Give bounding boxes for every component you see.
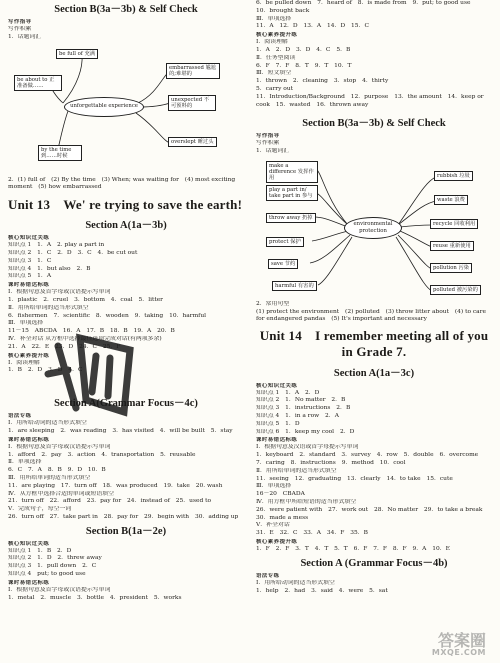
answer-line: 1．A 2．D 3．D 4．C 5．B bbox=[256, 47, 351, 54]
topic-vocab-label: 1．话题词汇 bbox=[256, 148, 290, 155]
answer-list bbox=[8, 541, 244, 603]
section-heading: Section A (Grammar Focus－4b) bbox=[300, 557, 448, 569]
answer-line: 1．keyboard 2．standard 3．survey 4．row 5．double 6．overcome bbox=[256, 452, 479, 459]
answer-line: 1．plastic 2．cruel 3．bottom 4．coal 5．litter bbox=[8, 297, 164, 304]
answer-line: 30．made a mess bbox=[256, 514, 309, 521]
node-overslept: overslept 睡过头 bbox=[168, 137, 217, 147]
answer-line: 核心知识过关练 bbox=[256, 382, 298, 389]
answer-line: Ⅰ．根据句意及首字母或汉语提示写单词 bbox=[8, 586, 111, 593]
answer-list bbox=[256, 0, 492, 109]
answer-line: Ⅱ．单项选择 bbox=[8, 459, 42, 466]
section-heading: Section A(1a－3b) bbox=[85, 220, 167, 232]
answer-line: Ⅰ．根据句意及首字母或汉语提示写单词 bbox=[8, 443, 111, 450]
answer-line: 知识点 3 1．instructions 2．B bbox=[256, 405, 351, 412]
section-heading: Section B(3a－3b) & Self Check bbox=[302, 118, 446, 130]
answer-line: 6．F 7．F 8．T 9．T 10．T bbox=[256, 62, 352, 69]
writing-answers: 2．(1) full of (2) By the time (3) When; was waiting for (4) most exciting moment (5) how embarrassed bbox=[8, 176, 236, 191]
answer-line: 知识点 3 1．pull down 2．C bbox=[8, 563, 97, 570]
watermark-text: 答案圈 bbox=[437, 631, 486, 650]
answer-line: 21．turn off 22．afford 23．pay for 24．instead of 25．used to bbox=[8, 498, 212, 505]
answer-line: 语法专练 bbox=[256, 572, 280, 579]
answer-line: 1．F 2．F 3．T 4．T 5．T 6．F 7．F 8．F 9．A 10．E bbox=[256, 545, 450, 552]
answer-line: 知识点 1 1．A 2. play a part in bbox=[8, 242, 105, 249]
answer-line: 课时易错达标练 bbox=[8, 436, 50, 443]
answer-line: 1．are sleeping 2．was reading 3．has visited 4．will be built 5．stay bbox=[8, 427, 233, 434]
section-heading: Section A(1a－3c) bbox=[333, 367, 415, 379]
mind-map-environment bbox=[256, 159, 492, 297]
answer-line: 1．help 2．had 3．said 4．were 5．sat bbox=[256, 587, 388, 594]
answer-line: 知识点 4 put; to good use bbox=[8, 571, 86, 578]
answer-line: 26．turn off 27．take part in 28．pay for 29．begin with 30．adding up bbox=[8, 513, 239, 520]
answer-line: Ⅲ．单项选择 bbox=[256, 15, 292, 22]
node-throw-away: throw away 扔掉 bbox=[266, 213, 316, 223]
node-waste: waste 浪费 bbox=[434, 195, 468, 205]
answer-line: 课时易错达标练 bbox=[256, 437, 298, 444]
node-make-a-difference: make a difference 发挥作用 bbox=[266, 161, 318, 183]
answer-line: 知识点 3 1．C bbox=[8, 257, 52, 264]
answer-line: Ⅳ．补全对话 从方框中选择最佳选项完成对话(有两项多余) bbox=[8, 335, 162, 342]
section-heading: Section B(3a－3b) & Self Check bbox=[54, 4, 198, 15]
watermark-url: MXQE.COM bbox=[431, 648, 486, 657]
node-save: save 节约 bbox=[268, 259, 298, 269]
node-be-about-to: be about to 正准备做…… bbox=[14, 75, 62, 91]
answer-line: Ⅱ．用所给单词的适当形式填空 bbox=[256, 467, 337, 474]
answer-line: 知识点 5 1．A bbox=[8, 273, 52, 280]
answer-line: Ⅴ．补全对话 bbox=[256, 522, 290, 529]
answer-line: Ⅰ．根据句意及汉语或首字母提示写单词 bbox=[256, 444, 359, 451]
node-polluted: polluted 被污染的 bbox=[430, 285, 481, 295]
answer-line: Ⅳ．用方框中所给短语的适当形式填空 bbox=[256, 498, 357, 505]
answer-line: 核心知识过关练 bbox=[8, 235, 50, 242]
answer-line: 知识点 1 1．B 2．D bbox=[8, 547, 72, 554]
answer-line: 核心知识过关练 bbox=[8, 540, 50, 547]
answer-line: 11－15 ABCDA 16．A 17．B 18．B 19．A 20．B bbox=[8, 328, 175, 335]
node-be-full-of: be full of 充满 bbox=[56, 49, 98, 59]
unit-title: Unit 13 We' re trying to save the earth! bbox=[8, 197, 243, 213]
answer-line: Ⅴ．完成句子，每空一词 bbox=[8, 506, 72, 513]
mind-map-experience bbox=[8, 45, 244, 173]
answer-line: 11．seeing 12．graduating 13．clearly 14．to take 15．cute bbox=[256, 475, 453, 482]
answer-line: 课时易错达标练 bbox=[8, 282, 50, 289]
answer-line: 1．metal 2．muscle 3．bottle 4．president 5．works bbox=[8, 594, 182, 601]
answer-line: 11．A 12．D 13．A 14．D 15．C bbox=[256, 23, 369, 30]
node-protect: protect 保护 bbox=[266, 237, 304, 247]
answer-line: 7．caring 8．instructions 9．method 10．cool bbox=[256, 460, 406, 467]
answer-line: 31．E 32．C 33．A 34．F 35．B bbox=[256, 530, 368, 537]
answer-list bbox=[256, 573, 492, 596]
left-column bbox=[8, 0, 244, 663]
node-unexpected: unexpected 不可预料的 bbox=[168, 95, 216, 111]
section-heading: Section A(Grammar Focus－4c) bbox=[54, 398, 198, 410]
answer-line: Ⅲ．短文填空 bbox=[256, 70, 292, 77]
answer-line: 1．B 2．D 3．D 4．C bbox=[8, 367, 83, 374]
answer-line: 语法专练 bbox=[8, 413, 32, 420]
answer-line: 知识点 4 1．but also 2．B bbox=[8, 265, 91, 272]
sentence-patterns-label: 2．常用句型 bbox=[256, 300, 290, 307]
answer-list bbox=[256, 383, 492, 554]
answer-line: Ⅰ．用所给动词的适当形式填空 bbox=[8, 420, 87, 427]
answer-line: 知识点 1 1．A 2．D bbox=[256, 389, 320, 396]
answer-line: 核心素养提升练 bbox=[256, 538, 298, 545]
answer-line: Ⅱ．任务型阅读 bbox=[256, 54, 296, 61]
unit-title: Unit 14 I remember meeting all of you in Grade 7. bbox=[259, 328, 489, 360]
right-column bbox=[256, 0, 492, 663]
answer-line: Ⅱ．用所给单词的适当形式填空 bbox=[8, 304, 89, 311]
answer-line: 课时易错达标练 bbox=[8, 579, 50, 586]
answer-line: 6．fishermen 7．scientific 8．wooden 9．taking 10．harmful bbox=[8, 312, 207, 319]
center-node: environmental protection bbox=[344, 217, 402, 239]
answer-line: Ⅰ．阅读理解 bbox=[8, 359, 40, 366]
guide-label: 写作指导 bbox=[256, 133, 280, 140]
answer-list bbox=[8, 413, 244, 522]
node-harmful: harmful 有害的 bbox=[272, 281, 317, 291]
answer-line: 6．be pulled down 7．heard of 8．is made from 9．put; to good use bbox=[256, 0, 471, 6]
answer-line: 知识点 2 1．D 2．threw away bbox=[8, 555, 102, 562]
guide-label: 写作指导 bbox=[8, 18, 32, 25]
answer-line: 知识点 5 1．D bbox=[256, 420, 300, 427]
answer-line: 11．Introduction/Background 12．purpose 13．the amount 14．keep or cook 15．wasted 16．thrown away bbox=[256, 93, 484, 108]
answer-line: 核心素养提升练 bbox=[8, 352, 50, 359]
answer-line: 知识点 2 1．C 2．D 3．C 4．be cut out bbox=[8, 250, 138, 257]
answer-line: Ⅰ．阅读理解 bbox=[256, 39, 288, 46]
answer-line: 6．C 7．A 8．B 9．D 10．B bbox=[8, 467, 106, 474]
answer-line: 10．brought back bbox=[256, 7, 310, 14]
answer-line: 11．are playing 17．turn off 18．was produced 19．take 20. wash bbox=[8, 482, 223, 489]
section-heading: Section B(1a－2e) bbox=[85, 525, 167, 537]
writing-answers: (1) protect the environment (2) polluted (3) throw litter about (4) to care for endangered pandas (5) It's important and necessary bbox=[256, 308, 486, 323]
topic-vocab-label: 1．话题词汇 bbox=[8, 33, 42, 40]
answer-line: 16－20 CBADA bbox=[256, 491, 305, 498]
answer-line: 1．thrown 2．cleaning 3．stop 4．thirty bbox=[256, 78, 389, 85]
answer-line: Ⅳ．从方框中选择合适的单词或短语填空 bbox=[8, 490, 115, 497]
answer-line: 26．were patient with 27．work out 28．No matter 29．to take a break bbox=[256, 506, 483, 513]
node-play-a-part-in: play a part in/ take part in 参与 bbox=[266, 185, 318, 201]
answer-line: 5．carry out bbox=[256, 85, 293, 92]
answer-line: 21．A 22．E 23．D 24．C 25．F bbox=[8, 343, 121, 350]
answer-list bbox=[8, 235, 244, 375]
answer-line: 知识点 2 1．No matter 2．B bbox=[256, 397, 346, 404]
node-pollution: pollution 污染 bbox=[430, 263, 472, 273]
center-node: unforgettable experience bbox=[64, 97, 144, 117]
answer-line: Ⅲ．单项选择 bbox=[256, 483, 292, 490]
answer-line: 知识点 4 1．in a row 2．A bbox=[256, 413, 339, 419]
answer-line: Ⅲ．用所给单词的适当形式填空 bbox=[8, 475, 91, 482]
node-embarrassed: embarrassed 尴尬的;难堪的 bbox=[166, 63, 220, 79]
node-recycle: recycle 回收利用 bbox=[430, 219, 478, 229]
guide-sub-label: 写作积累 bbox=[256, 140, 280, 147]
answer-line: Ⅰ．根据句意及首字母或汉语提示写单词 bbox=[8, 289, 111, 296]
answer-line: 核心素养提升练 bbox=[256, 32, 298, 39]
answer-line: 1．afford 2．pay 3．action 4．transportation 5．reusable bbox=[8, 451, 196, 458]
watermark-logo bbox=[432, 633, 486, 657]
answer-line: Ⅰ．用所给动词的适当形式填空 bbox=[256, 579, 335, 586]
node-reuse: reuse 重新使用 bbox=[430, 241, 474, 251]
node-by-the-time: by the time 到……时候 bbox=[38, 145, 82, 161]
answer-line: 知识点 6 1．keep my cool 2．D bbox=[256, 428, 355, 435]
answer-line: Ⅲ．单项选择 bbox=[8, 320, 44, 327]
guide-sub-label: 写作积累 bbox=[8, 25, 32, 32]
node-rubbish: rubbish 垃圾 bbox=[434, 171, 473, 181]
